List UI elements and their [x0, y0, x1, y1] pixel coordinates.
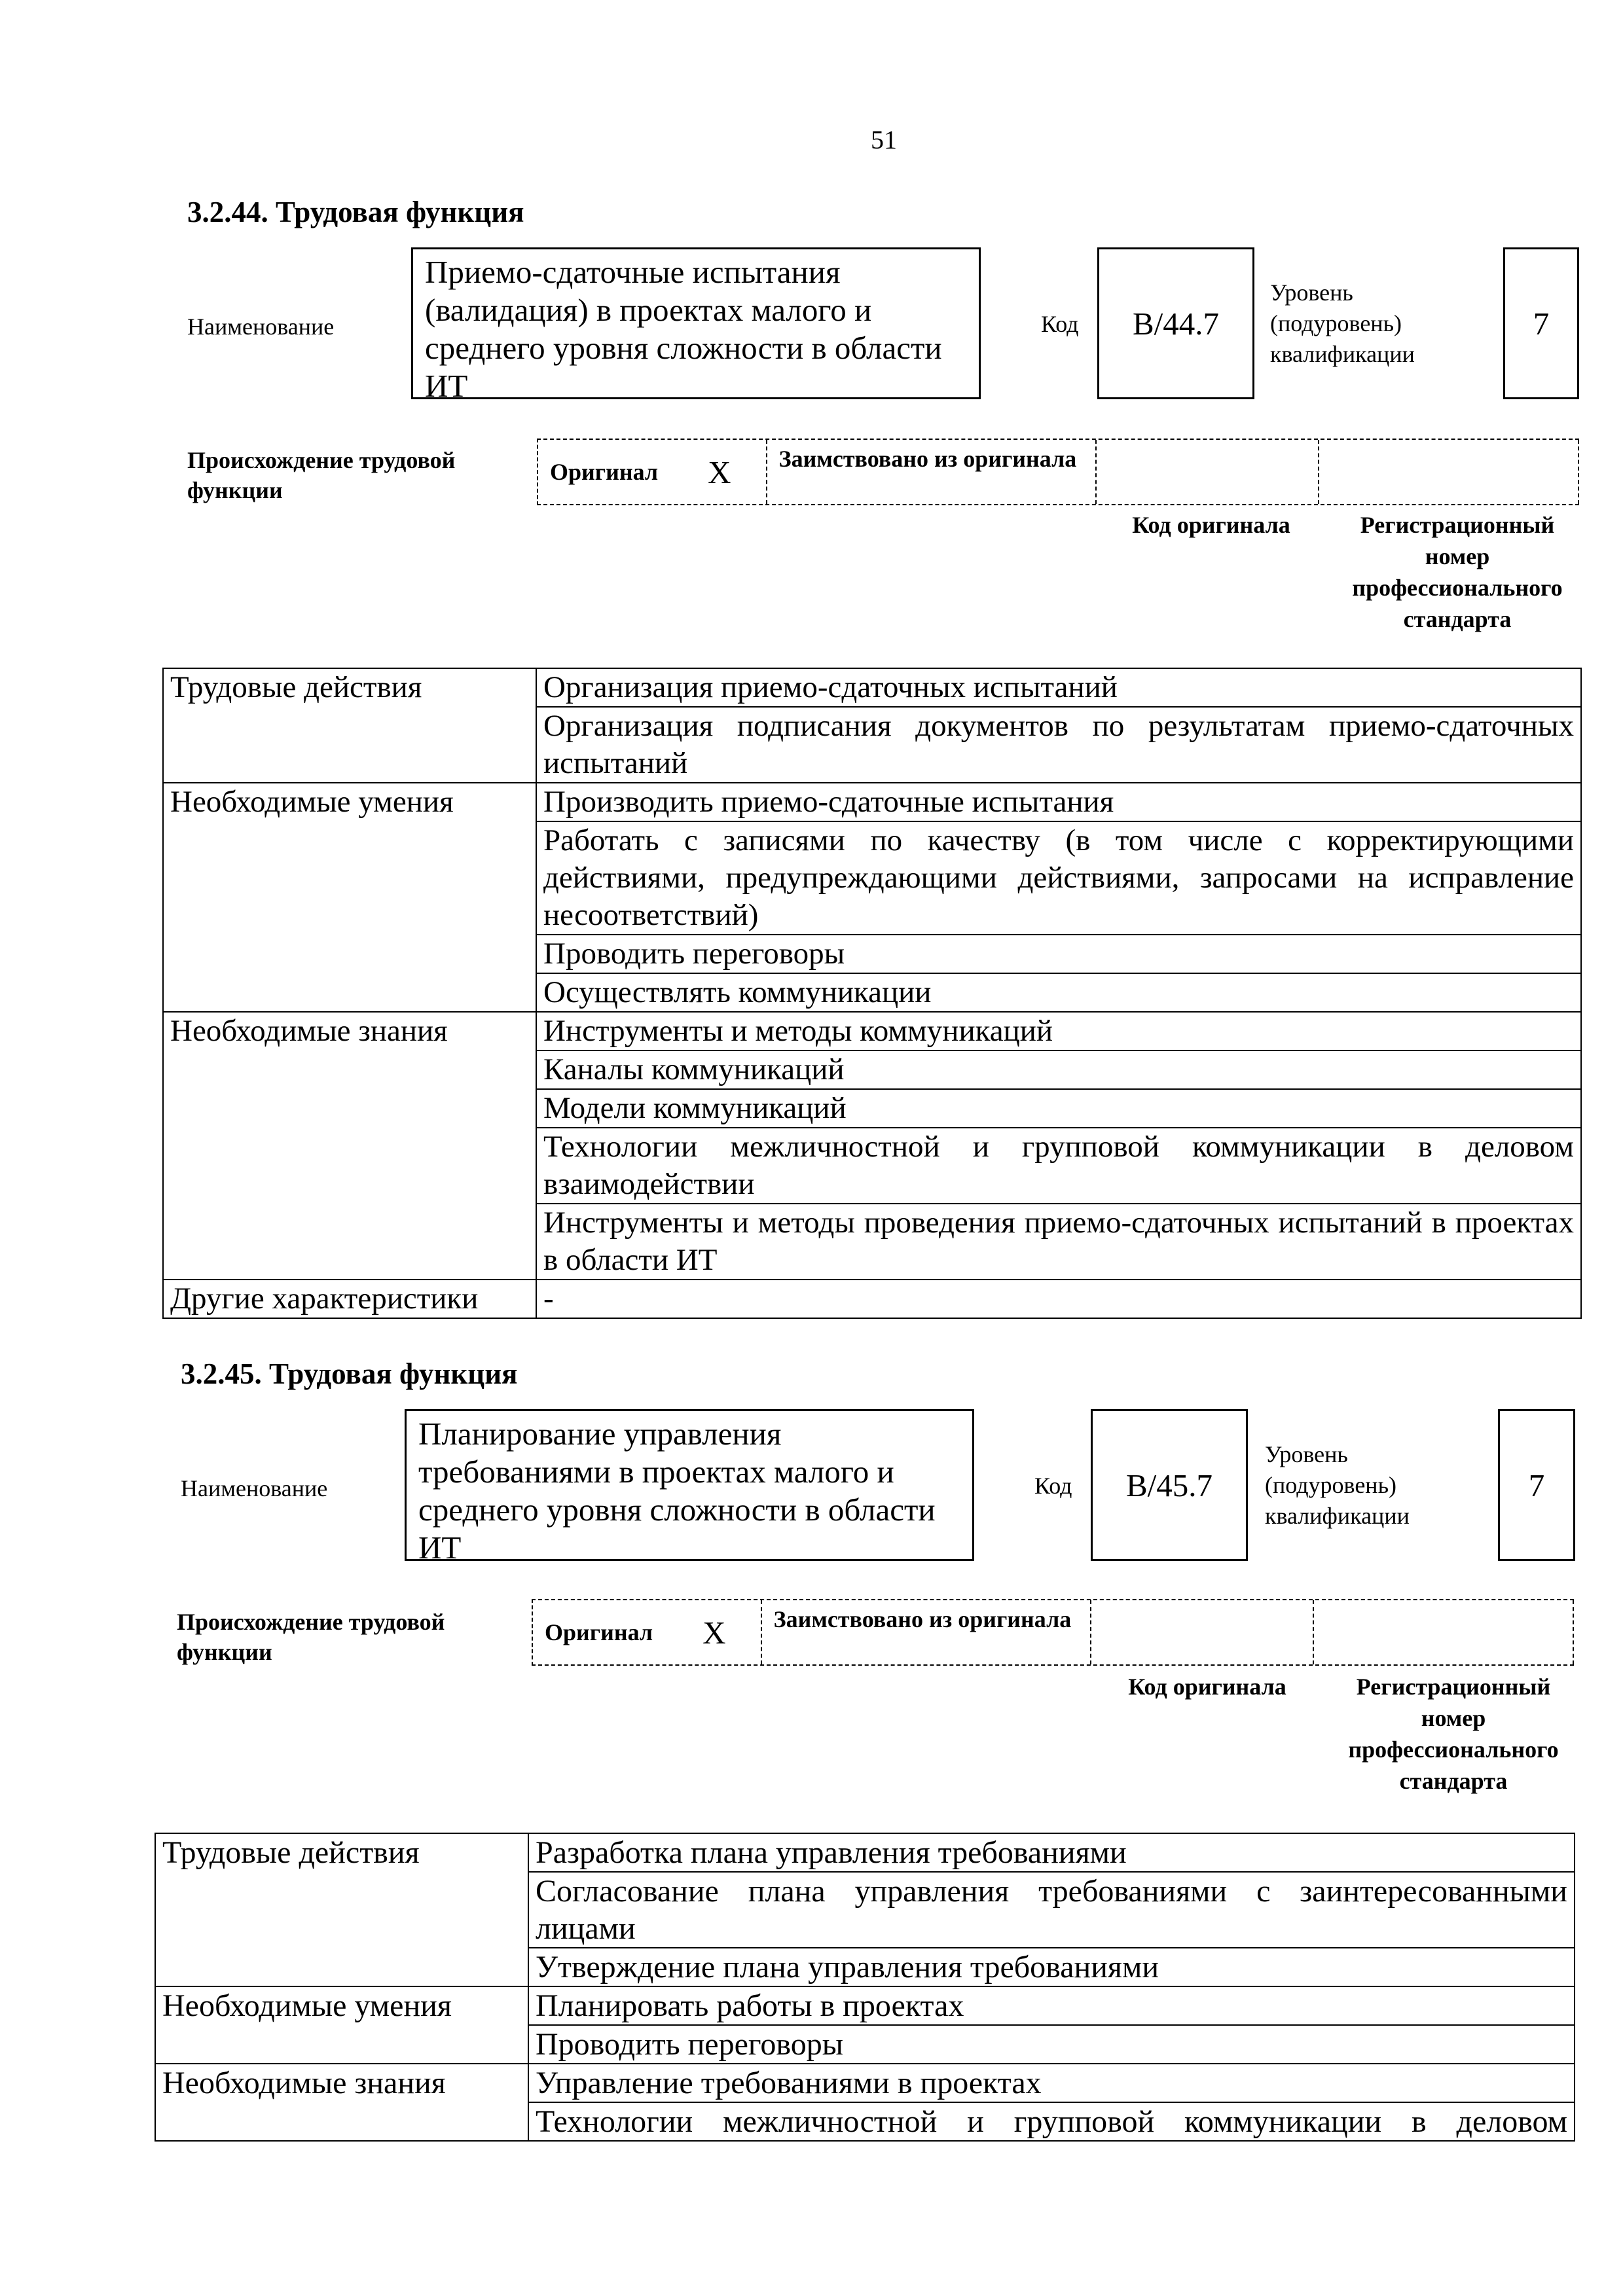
function-code: B/44.7: [1097, 247, 1254, 399]
table-row: [163, 973, 1581, 1012]
table-row: [155, 2102, 1575, 2141]
row-category: [163, 1204, 536, 1280]
table-row: [163, 668, 1581, 707]
section-heading: 3.2.45. Трудовая функция: [181, 1357, 518, 1390]
row-category: Трудовые действия: [155, 1833, 528, 1872]
code-label: Код: [1034, 1473, 1072, 1499]
origin-borrowed-cell: Заимствовано из оригинала: [767, 440, 1097, 504]
table-row: [163, 707, 1581, 783]
row-value: Технологии межличностной и групповой коммуникации в деловом: [528, 2102, 1575, 2141]
name-label: Наименование: [181, 1475, 328, 1501]
row-value: Работать с записями по качеству (в том числе с корректирующими действиями, предупреждающими действиями, запросами на исправление несоответствий): [536, 821, 1581, 935]
row-value: Проводить переговоры: [536, 935, 1581, 973]
row-value: Технологии межличностной и групповой коммуникации в деловом взаимодействии: [536, 1128, 1581, 1204]
row-category: Трудовые действия: [163, 668, 536, 707]
table-row: [163, 1128, 1581, 1204]
row-category: Необходимые умения: [155, 1986, 528, 2025]
function-name: Приемо-сдаточные испытания (валидация) в проектах малого и среднего уровня сложности в области ИТ: [411, 247, 981, 399]
row-category: [163, 973, 536, 1012]
table-row: [163, 1280, 1581, 1318]
row-value: Каналы коммуникаций: [536, 1050, 1581, 1089]
table-row: [155, 1986, 1575, 2025]
origin-borrowed-cell: Заимствовано из оригинала: [762, 1600, 1091, 1664]
code-label: Код: [1041, 311, 1079, 337]
level-label: Уровень (подуровень) квалификации: [1270, 279, 1415, 367]
reg-number-label: Регистрационный номер профессионального стандарта: [1352, 512, 1563, 632]
origin-label: Происхождение трудовой функции: [177, 1609, 445, 1665]
table-row: [163, 821, 1581, 935]
row-value: Управление требованиями в проектах: [528, 2064, 1575, 2102]
row-category: [163, 707, 536, 783]
row-category: Другие характеристики: [163, 1280, 536, 1318]
function-code: B/45.7: [1091, 1409, 1248, 1561]
row-category: [163, 1128, 536, 1204]
code-original-label: Код оригинала: [1128, 1674, 1286, 1700]
row-category: Необходимые знания: [163, 1012, 536, 1050]
reg-number-cell: [1319, 440, 1579, 504]
row-category: [163, 1050, 536, 1089]
table-row: [155, 1948, 1575, 1986]
row-value: Согласование плана управления требованиями с заинтересованными лицами: [528, 1872, 1575, 1948]
row-value: Утверждение плана управления требованиями: [528, 1948, 1575, 1986]
function-table: [162, 668, 1582, 1319]
table-row: [163, 935, 1581, 973]
original-code-cell: [1097, 440, 1319, 504]
function-name: Планирование управления требованиями в проектах малого и среднего уровня сложности в области ИТ: [405, 1409, 974, 1561]
origin-original-label: Оригинал: [545, 1619, 653, 1645]
row-value: Производить приемо-сдаточные испытания: [536, 783, 1581, 821]
row-value: Организация приемо-сдаточных испытаний: [536, 668, 1581, 707]
row-category: [163, 935, 536, 973]
table-row: [155, 1872, 1575, 1948]
row-value: -: [536, 1280, 1581, 1318]
table-row: [163, 1050, 1581, 1089]
table-row: [155, 2025, 1575, 2064]
row-category: [155, 1872, 528, 1948]
original-code-cell: [1091, 1600, 1314, 1664]
table-row: [163, 1204, 1581, 1280]
row-category: [155, 1948, 528, 1986]
origin-row: [537, 439, 1579, 505]
origin-original-cell: [538, 440, 767, 504]
table-row: [163, 1089, 1581, 1128]
function-table: [155, 1833, 1575, 2142]
row-category: [155, 2102, 528, 2141]
section-heading: 3.2.44. Трудовая функция: [187, 196, 524, 228]
row-value: Планировать работы в проектах: [528, 1986, 1575, 2025]
name-label: Наименование: [187, 314, 335, 340]
row-category: Необходимые знания: [155, 2064, 528, 2102]
qualification-level: 7: [1498, 1409, 1575, 1561]
origin-original-label: Оригинал: [550, 459, 659, 485]
page-number: 51: [871, 125, 897, 154]
table-row: [155, 2064, 1575, 2102]
row-category: [163, 821, 536, 935]
row-value: Модели коммуникаций: [536, 1089, 1581, 1128]
origin-row: [532, 1599, 1574, 1666]
level-label: Уровень (подуровень) квалификации: [1265, 1441, 1410, 1529]
row-category: Необходимые умения: [163, 783, 536, 821]
code-original-label: Код оригинала: [1132, 512, 1290, 538]
row-value: Проводить переговоры: [528, 2025, 1575, 2064]
row-value: Разработка плана управления требованиями: [528, 1833, 1575, 1872]
row-value: Организация подписания документов по результатам приемо-сдаточных испытаний: [536, 707, 1581, 783]
table-row: [155, 1833, 1575, 1872]
table-row: [163, 783, 1581, 821]
qualification-level: 7: [1503, 247, 1579, 399]
row-category: [163, 1089, 536, 1128]
table-row: [163, 1012, 1581, 1050]
reg-number-cell: [1314, 1600, 1574, 1664]
row-value: Осуществлять коммуникации: [536, 973, 1581, 1012]
origin-label: Происхождение трудовой функции: [187, 447, 456, 503]
row-category: [155, 2025, 528, 2064]
origin-original-cell: [533, 1600, 762, 1664]
origin-mark: X: [708, 454, 731, 490]
row-value: Инструменты и методы проведения приемо-сдаточных испытаний в проектах в области ИТ: [536, 1204, 1581, 1280]
row-value: Инструменты и методы коммуникаций: [536, 1012, 1581, 1050]
reg-number-label: Регистрационный номер профессионального стандарта: [1348, 1674, 1559, 1794]
origin-mark: X: [702, 1614, 726, 1651]
